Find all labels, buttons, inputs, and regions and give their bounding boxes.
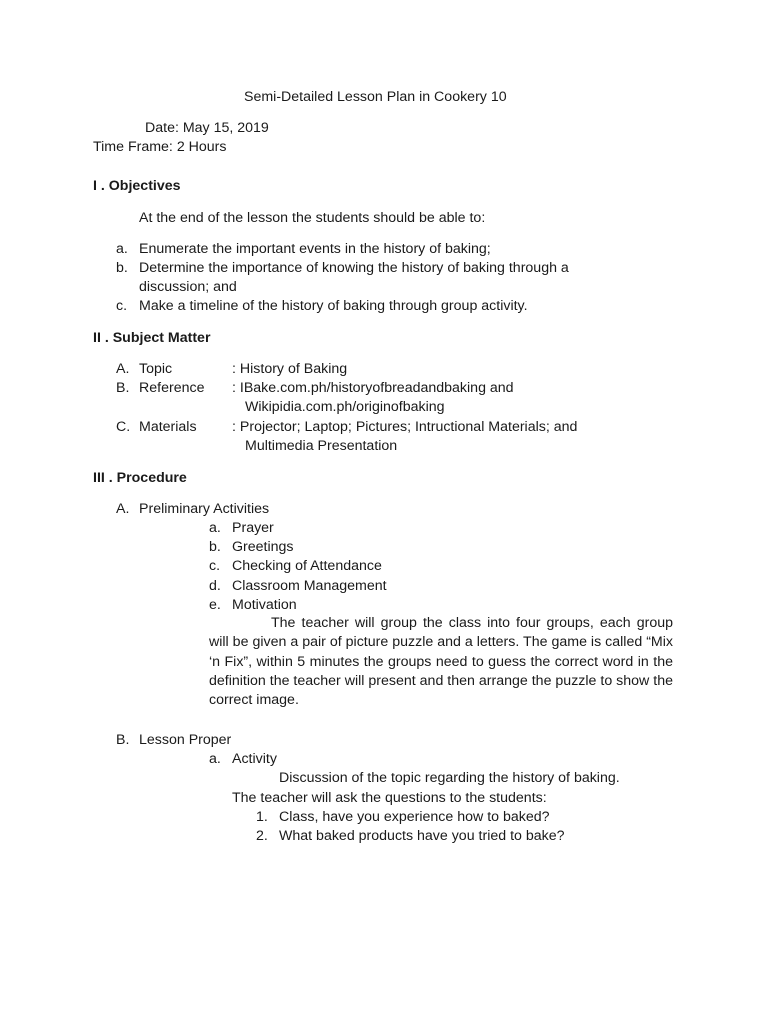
objectives-intro: At the end of the lesson the students should be able to: xyxy=(139,210,486,226)
preliminary-item-classroom-management: Classroom Management xyxy=(232,578,387,594)
objective-b-line1: Determine the importance of knowing the history of baking through a xyxy=(139,260,569,276)
preliminary-item-marker-a: a. xyxy=(209,520,221,536)
question-marker-2: 2. xyxy=(256,828,268,844)
preliminary-item-prayer: Prayer xyxy=(232,520,274,536)
question-1: Class, have you experience how to baked? xyxy=(279,809,550,825)
objective-marker-c: c. xyxy=(116,298,128,314)
activity-label: Activity xyxy=(232,751,277,767)
preliminary-marker: A. xyxy=(116,501,130,517)
subject-value-topic: : History of Baking xyxy=(232,361,348,377)
objective-marker-a: a. xyxy=(116,241,128,257)
preliminary-item-greetings: Greetings xyxy=(232,539,294,555)
subject-label-materials: Materials xyxy=(139,419,197,435)
objective-b-line2: discussion; and xyxy=(139,279,237,295)
question-2: What baked products have you tried to bake? xyxy=(279,828,565,844)
preliminary-item-motivation: Motivation xyxy=(232,597,297,613)
questions-intro: The teacher will ask the questions to the students: xyxy=(232,790,547,806)
procedure-heading: III . Procedure xyxy=(93,470,187,486)
subject-matter-heading: II . Subject Matter xyxy=(93,330,211,346)
objective-c: Make a timeline of the history of baking through group activity. xyxy=(139,298,528,314)
preliminary-item-marker-d: d. xyxy=(209,578,221,594)
subject-marker-a: A. xyxy=(116,361,130,377)
question-marker-1: 1. xyxy=(256,809,268,825)
subject-value-reference-line2: Wikipidia.com.ph/originofbaking xyxy=(245,399,445,415)
subject-marker-b: B. xyxy=(116,380,130,396)
subject-label-reference: Reference xyxy=(139,380,205,396)
subject-marker-c: C. xyxy=(116,419,131,435)
lesson-proper-label: Lesson Proper xyxy=(139,732,232,748)
activity-discussion: Discussion of the topic regarding the history of baking. xyxy=(279,770,620,786)
preliminary-item-attendance: Checking of Attendance xyxy=(232,558,382,574)
subject-value-materials-line1: : Projector; Laptop; Pictures; Intructional Materials; and xyxy=(232,419,578,435)
document-title: Semi-Detailed Lesson Plan in Cookery 10 xyxy=(244,89,507,105)
subject-value-materials-line2: Multimedia Presentation xyxy=(245,438,398,454)
time-frame: Time Frame: 2 Hours xyxy=(93,139,227,155)
subject-value-reference-line1: : IBake.com.ph/historyofbreadandbaking and xyxy=(232,380,514,396)
preliminary-item-marker-c: c. xyxy=(209,558,221,574)
preliminary-item-marker-b: b. xyxy=(209,539,221,555)
motivation-paragraph: The teacher will group the class into four groups, each group will be given a pair of picture puzzle and a letters. The game is called “Mix ‘n Fix”, within 5 minutes the groups need to guess the correct word in the definition the teacher will present and then arrange the puzzle to show the correct image. xyxy=(209,615,673,709)
objective-marker-b: b. xyxy=(116,260,128,276)
activity-marker: a. xyxy=(209,751,221,767)
subject-label-topic: Topic xyxy=(139,361,173,377)
objectives-heading: I . Objectives xyxy=(93,178,181,194)
objective-a: Enumerate the important events in the history of baking; xyxy=(139,241,491,257)
lesson-date: Date: May 15, 2019 xyxy=(145,120,269,136)
preliminary-label: Preliminary Activities xyxy=(139,501,270,517)
preliminary-item-marker-e: e. xyxy=(209,597,221,613)
lesson-proper-marker: B. xyxy=(116,732,130,748)
